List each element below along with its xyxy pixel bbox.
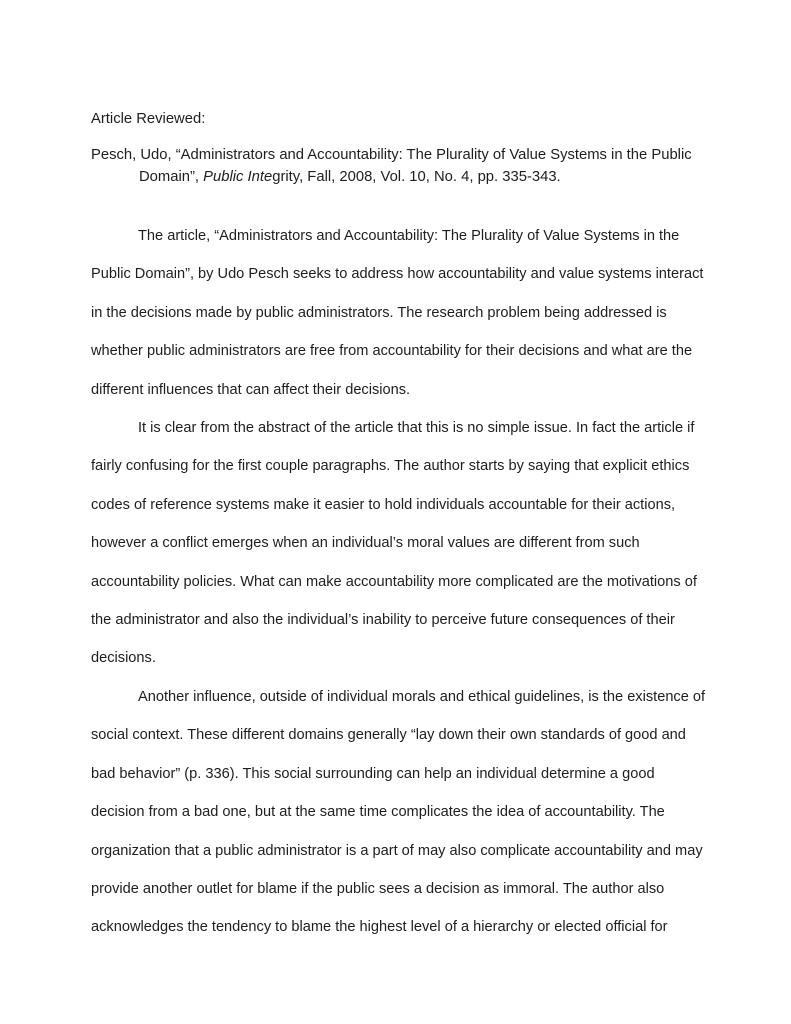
text-line: the administrator and also the individual’s inability to perceive future consequences of their [91,612,675,629]
text-line: codes of reference systems make it easier to hold individuals accountable for their actions, [91,496,676,513]
paragraph-intro [91,217,709,409]
text-line: bad behavior” (p. 336). This social surrounding can help an individual determine a good [91,765,655,782]
citation [91,144,709,188]
text-line: organization that a public administrator is a part of may also complicate accountability and may [91,842,703,859]
text-line: It is clear from the abstract of the article that this is no simple issue. In fact the article if [138,420,695,437]
text-line: Another influence, outside of individual morals and ethical guidelines, is the existence of [138,688,706,705]
citation-journal-title: Public Inte [203,169,273,185]
page-content [91,108,709,947]
text-line: decisions. [91,650,156,667]
text-line: different influences that can affect their decisions. [91,381,411,398]
review-body [91,217,709,947]
text-line: acknowledges the tendency to blame the highest level of a hierarchy or elected official for [91,919,668,936]
text-line: however a conflict emerges when an individual’s moral values are different from such [91,535,640,552]
text-line: whether public administrators are free from accountability for their decisions and what are the [91,343,693,360]
paragraph-social-context [91,678,709,947]
citation-line [91,166,709,188]
paragraph-abstract-discussion [91,409,709,678]
text-line: The article, “Administrators and Accountability: The Plurality of Value Systems in the [138,228,680,244]
text-line: social context. These different domains generally “lay down their own standards of good and [91,727,686,744]
article-reviewed-label: Article Reviewed: [91,111,206,127]
text-line: accountability policies. What can make accountability more complicated are the motivations of [91,573,697,590]
citation-text: Domain”, [139,169,204,185]
text-line: Public Domain”, by Udo Pesch seeks to address how accountability and value systems interact [91,266,704,283]
text-line: fairly confusing for the first couple paragraphs. The author starts by saying that explicit ethics [91,458,690,475]
citation-text: grity, Fall, 2008, Vol. 10, No. 4, pp. 335-343. [272,169,561,185]
text-line: decision from a bad one, but at the same time complicates the idea of accountability. The [91,804,665,821]
citation-line: Pesch, Udo, “Administrators and Accountability: The Plurality of Value Systems in the Public [91,147,692,163]
text-line: provide another outlet for blame if the public sees a decision as immoral. The author also [91,880,665,897]
text-line: in the decisions made by public administrators. The research problem being addressed is [91,304,667,321]
